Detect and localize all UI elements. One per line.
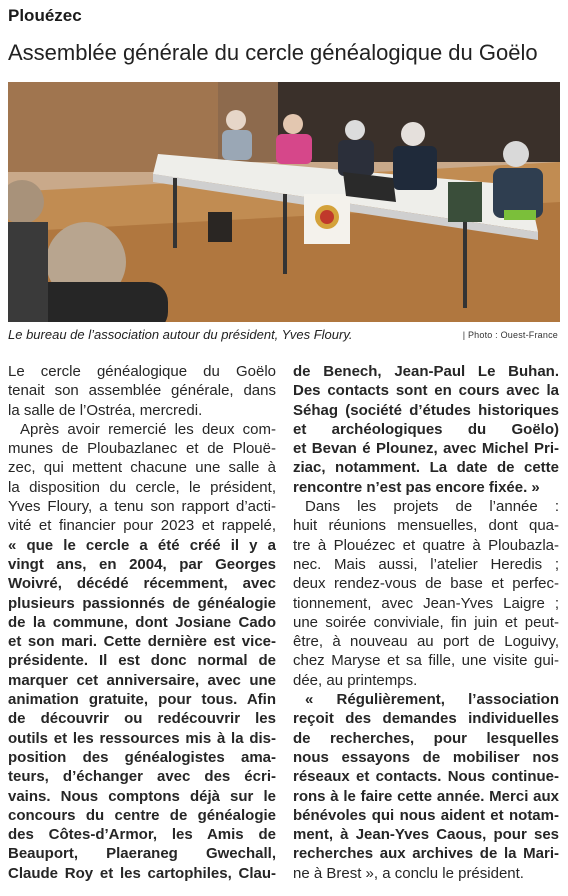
text-line: Des contacts sont en cours avec la <box>293 382 559 400</box>
text-line: être, à nouveau au port de Loguivy, <box>293 633 559 651</box>
text-line: dée, au printemps. <box>293 671 418 689</box>
text-line: Woivré, décédé récemment, avec <box>8 575 276 593</box>
text-line: et Bevan é Plounez, avec Michel Pri- <box>293 440 559 458</box>
text-line: de Benech, Jean-Paul Le Buhan. <box>293 363 559 380</box>
text-line: animation gratuite, pour tous. Afin <box>8 691 276 709</box>
text-line: ne à Brest », a conclu le président. <box>293 864 524 882</box>
text-line: munes de Ploubazlanec et de Plouë- <box>8 440 276 458</box>
text-line: et archéologiques du Goëlo) <box>293 420 559 438</box>
text-line: teurs, d’échanger avec des écri- <box>8 768 276 786</box>
text-line: marquer cet anniversaire, avec une <box>8 671 276 689</box>
text-line: tenait son assemblée générale, dans <box>8 382 276 400</box>
text-line: zec, qui mettent chacune une salle à <box>8 459 276 477</box>
text-line: Le cercle généalogique du Goëlo <box>8 363 276 380</box>
text-line: nec. Mais aussi, l’atelier Heredis ; <box>293 555 559 573</box>
article-column-1 <box>8 362 276 883</box>
text-line: reçoit des demandes individuelles <box>293 710 559 728</box>
article-headline: Assemblée générale du cercle généalogique du Goëlo <box>8 40 538 65</box>
text-line: deux rendez-vous de base et perfec- <box>293 575 559 593</box>
text-line: rons à le faire cette année. Merci aux <box>293 787 559 805</box>
text-line: plusieurs passionnés de généalogie <box>8 594 276 612</box>
text-line: vingt ans, en 2004, par Georges <box>8 555 276 573</box>
text-line: « que le cercle a été créé il y a <box>8 536 276 554</box>
text-line: vité et financier pour 2023 et rappelé, <box>8 517 276 535</box>
text-line: rencontre n’est pas encore fixée. » <box>293 478 540 496</box>
text-line: Claude Roy et les cartophiles, Clau- <box>8 864 276 882</box>
text-line: tre à Plouézec et quatre à Ploubazla- <box>293 536 559 554</box>
text-line: concours du centre de généalogie <box>8 806 276 824</box>
text-line: huit réunions mensuelles, dont qua- <box>293 517 559 535</box>
article-photo <box>8 82 560 322</box>
text-line: et son mari. Cette dernière est vice- <box>8 633 276 651</box>
text-line: Dans les projets de l’année : <box>305 498 559 516</box>
text-line: une soirée conviviale, fin juin et peut- <box>293 613 559 631</box>
photo-credit: | Photo : Ouest-France <box>462 330 558 340</box>
text-line: Yves Floury, a tenu son rapport d’acti- <box>8 498 276 516</box>
text-line: recherches aux archives de la Mari- <box>293 845 559 863</box>
text-line: Séhag (société d’études historiques <box>293 401 559 419</box>
text-line: réseaux et contacts. Nous continue- <box>293 768 559 786</box>
text-line: tionnement, avec Jean-Yves Laigre ; <box>293 594 559 612</box>
photo-caption: Le bureau de l’association autour du président, Yves Floury. <box>8 327 353 342</box>
article-column-2 <box>293 362 559 883</box>
text-line: « Régulièrement, l’association <box>305 691 559 709</box>
text-line: ziac, notamment. La date de cette <box>293 459 559 477</box>
kicker-location: Plouézec <box>8 6 82 25</box>
text-line: de recherches, pour lesquelles <box>293 729 559 747</box>
text-line: bénévoles qui nous aident et notam- <box>293 806 559 824</box>
text-line: chez Maryse et sa fille, une visite gui- <box>293 652 559 670</box>
text-line: la disposition du cercle, le président, <box>8 478 276 496</box>
text-line: position des généalogistes ama- <box>8 748 276 766</box>
text-line: vains. Nous comptons déjà sur le <box>8 787 276 805</box>
text-line: ment, à Jean-Yves Caous, pour ses <box>293 826 559 844</box>
text-line: Beauport, Plaeraneg Gwechall, <box>8 845 276 863</box>
text-line: de la commune, dont Josiane Cado <box>8 613 276 631</box>
text-line: Après avoir remercié les deux com- <box>20 420 276 438</box>
text-line: outils et les ressources mis à la dis- <box>8 729 276 747</box>
text-line: des Côtes-d’Armor, les Amis de <box>8 826 276 844</box>
text-line: nous essayons de mobiliser nos <box>293 748 559 766</box>
text-line: de découvrir ou redécouvrir les <box>8 710 276 728</box>
text-line: présidente. Il est donc normal de <box>8 652 276 670</box>
text-line: la salle de l’Ostréa, mercredi. <box>8 401 203 419</box>
